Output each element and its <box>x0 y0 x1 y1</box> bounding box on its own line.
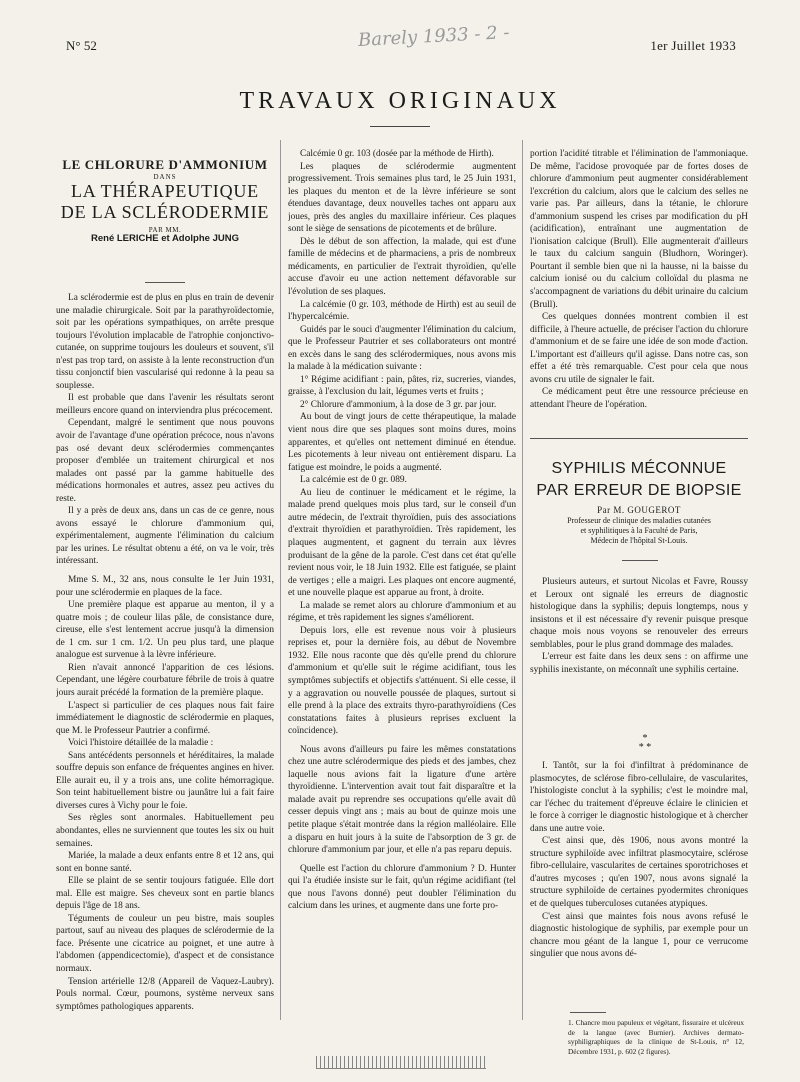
column-2 <box>288 148 516 1062</box>
paragraph: portion l'acidité titrable et l'élimination de l'ammoniaque. De même, l'acidose provoquée par de fortes doses de chlorure d'ammonium peut augmenter considérablement l'excrétion du calcium, alors que le calcium des selles ne varie pas. Par ailleurs, dans la tétanie, le chlorure d'ammonium suspend les crises par modification du pH (acidification), entraînant une augmentation de l'ionisation calcique (Brull). Elle augmenterait d'ailleurs le taux du calcium sanguin (Bludhorn, Woringer). Pourtant il semble bien que ni la hausse, ni la baisse du calcium ionisé ou du calcium colloïdal du plasma ne s'accompagnent de variations du débit urinaire du calcium (Brull). <box>530 149 748 310</box>
asterisks-pair: * * <box>638 742 652 753</box>
column-1 <box>56 292 274 1062</box>
section-title: TRAVAUX ORIGINAUX <box>239 88 561 114</box>
issue-number: N° 52 <box>66 38 97 53</box>
handwritten-annotation: Barely 1933 - 2 - <box>357 22 510 51</box>
paragraph: La calcémie (0 gr. 103, méthode de Hirth) est au seuil de l'hypercalcémie. <box>288 299 516 323</box>
article2-heading-rule <box>622 560 658 561</box>
paragraph: Ses règles sont anormales. Habituellement peu abondantes, elles ne surviennent que toutes les six ou huit semaines. <box>56 813 274 849</box>
paragraph: Calcémie 0 gr. 103 (dosée par la méthode de Hirth). <box>300 149 494 159</box>
paragraph: C'est ainsi que, dès 1906, nous avons montré la structure syphiloïde avec infiltrat plasmocytaire, sclérose fibro-cellulaire, vascularites de certaines sporotrichoses et d'autres mycoses ; qu'en 1907, nous avons signalé la structure syphiloïde de certaines pyodermites chroniques et de quelques tuberculoses cutanées atypiques. <box>530 836 748 910</box>
article2-title-line1: SYPHILIS MÉCONNUE <box>551 460 727 477</box>
scan-ruler-base <box>316 1068 486 1069</box>
column-divider-left <box>280 140 281 1020</box>
paragraph: Quelle est l'action du chlorure d'ammonium ? D. Hunter qui l'a étudiée insiste sur le fait, qu'un régime acidifiant (tel que nous l'avons donné) peut doubler l'élimination du calcium dans les urines, et augmente dans une forte pro- <box>288 863 516 912</box>
paragraph: Ces quelques données montrent combien il est difficile, à l'heure actuelle, de préciser l'action du chlorure d'ammonium et de se faire une idée de son mode d'action. L'important est d'ailleurs qu'il agisse. Dans notre cas, son effet a été très remarquable. C'est pour cela que nous avons cru utile de signaler le fait. <box>530 312 748 385</box>
paragraph: I. Tantôt, sur la foi d'infiltrat à prédominance de plasmocytes, de sclérose fibro-cellulaire, de vascularites, l'histologiste conclut à la syphilis; c'est le moindre mal, car l'échec du traitement d'épreuve éclaire le clinicien et le force à corriger le diagnostic histologique et à chercher dans une autre voie. <box>530 761 748 834</box>
article2-heading <box>530 458 748 546</box>
footnote-rule <box>570 1012 606 1013</box>
article2-affiliation-line1: Professeur de clinique des maladies cutanées <box>567 515 711 525</box>
paragraph: Voici l'histoire détaillée de la maladie : <box>68 738 214 749</box>
article1-par: PAR MM. <box>148 226 182 235</box>
column-3-intro <box>530 576 748 726</box>
article1-title-line2: LA THÉRAPEUTIQUE <box>71 180 259 201</box>
paragraph: Rien n'avait annoncé l'apparition de ces lésions. Cependant, une légère courbature fébrile de trois à quatre jours aurait précédé la formation de la première plaque. <box>56 662 274 698</box>
article1-heading-rule <box>145 282 185 283</box>
paragraph: Cependant, malgré le sentiment que nous pouvons avoir de l'avantage d'une opération précoce, nous n'avons pas osé devant deux sclérodermies commençantes proposer d'emblée un traitement chirurgical et nos malades ont passé par la gamme habituelle des médications hormonales et autres, assez peu actives du reste. <box>56 418 274 504</box>
article1-title-line3: DE LA SCLÉRODERMIE <box>60 201 270 222</box>
column-3-body <box>530 760 748 1010</box>
asterisk: * <box>642 733 648 744</box>
paragraph: Mariée, la malade a deux enfants entre 8 et 12 ans, qui sont en bonne santé. <box>56 851 274 874</box>
paragraph: La sclérodermie est de plus en plus en train de devenir une maladie chirurgicale. Soit par la parathyroïdectomie, soit par les opérations sympathiques, on arrête presque toujours l'évolution implacable de l'atrophie conjonctivo-cutanée, on supprime toujours les douleurs et souvent, s'il n'est pas trop tard, on assiste à la lente reconstruction d'un tissu conjonctif bien vascularisé qui redonne à la peau sa souplesse. <box>56 293 274 391</box>
article2-title-line2: PAR ERREUR DE BIOPSIE <box>536 481 742 499</box>
paragraph: Sans antécédents personnels et héréditaires, la malade souffre depuis son enfance de fréquentes angines en hiver. Elle aurait eu, il y a trois ans, une colite hémorragique. Son teint habituellement bistre ou jaunâtre lui a fait faire diverses cures à Vichy pour le foie. <box>56 750 274 811</box>
paragraph: Une première plaque est apparue au menton, il y a quatre mois ; de couleur lilas pâle, de consistance dure, cireuse, elle s'est lentement accrue jusqu'à la dimension de 1 cm. sur 1 cm. 1/2. Un peu plus tard, une plaque analogue est survenue à la lèvre inférieure. <box>56 600 274 661</box>
paragraph: Ce médicament peut être une ressource précieuse en attendant l'heure de l'opération. <box>530 387 748 410</box>
paragraph: Les plaques de sclérodermie augmentent progressivement. Trois semaines plus tard, le 25 Juin 1931, les plaques du menton et de la lèvre inférieure se sont étendues davantage, deux nouvelles taches ont apparu aux joues, près des angles du maxillaire inférieur. Ces plaques sont le siège de sensations de picotements et de brûlure. <box>288 161 516 235</box>
paragraph: Tension artérielle 12/8 (Appareil de Vaquez-Laubry). Pouls normal. Cœur, poumons, système nerveux sans symptômes pathologiques apparents. <box>56 976 274 1012</box>
paragraph: 1° Régime acidifiant : pain, pâtes, riz, sucreries, viandes, graisse, à l'exclusion du lait, légumes verts et fruits ; <box>288 374 516 398</box>
article1-heading <box>56 158 274 245</box>
issue-date: 1er Juillet 1933 <box>650 38 736 53</box>
article2-affiliation-line3: Médecin de l'hôpital St-Louis. <box>590 535 688 545</box>
paragraph: Il est probable que dans l'avenir les résultats seront meilleurs encore quand on interviendra plus précocement. <box>56 393 274 416</box>
paragraph: Elle se plaint de se sentir toujours fatiguée. Elle dort mal. Elle est maigre. Ses cheveux sont en partie blancs depuis l'âge de 18 ans. <box>56 876 274 912</box>
paragraph: Mme S. M., 32 ans, nous consulte le 1er Juin 1931, pour une sclérodermie en plaques de la face. <box>56 575 274 598</box>
paragraph: L'erreur est faite dans les deux sens : on affirme une syphilis inexistante, on méconnaît une syphilis certaine. <box>530 652 748 675</box>
paragraph: Il y a près de deux ans, dans un cas de ce genre, nous avons essayé le chlorure d'ammonium qui, expérimentalement, augmente l'élimination du calcium par les urines. Le résultat obtenu a été, on va le voir, très intéressant. <box>56 506 274 567</box>
paragraph: Au lieu de continuer le médicament et le régime, la malade prend quelques mois plus tard, sur le conseil d'un autre médecin, de l'extrait thyroïdien, puis des associations d'extrait thyroïdien et parathyroïdien. Très rapidement, les plaques augmentent, et gagnent du terrain aux lèvres produisant de la gêne de la parole. C'est dans cet état qu'elle revient nous voir, le 18 Juin 1932. Elle est fatiguée, se plaint de vertiges ; elle a maigri. Les plaques ont encore augmenté, et une nouvelle plaque est apparue au front, à droite. <box>288 487 516 599</box>
paragraph: C'est ainsi que maintes fois nous avons refusé le diagnostic histologique de syphilis, par exemple pour un chancre mou géant de la langue 1, pour ce verrucome singulier que nous avons dé- <box>530 911 748 960</box>
paragraph: Plusieurs auteurs, et surtout Nicolas et Favre, Roussy et Leroux ont signalé les erreurs de diagnostic histologique dans la syphilis; depuis longtemps, nous y insistons et il est nécessaire d'y revenir puisque presque chaque mois nous voyons se renouveler des erreurs semblables, pour le plus grand dommage des malades. <box>530 577 748 650</box>
article1-title-dans: DANS <box>153 172 177 181</box>
scan-ruler <box>316 1056 486 1068</box>
paragraph: La malade se remet alors au chlorure d'ammonium et au régime, et très rapidement les signes s'améliorent. <box>288 600 516 624</box>
paragraph: Dès le début de son affection, la malade, qui est d'une famille de médecins et de pharmaciens, a pris de nombreux médicaments, en particulier de l'extrait thyroïdien, qu'elle accuse d'avoir eu une action nettement défavorable sur l'évolution de ses plaques. <box>288 236 516 298</box>
paragraph: Nous avons d'ailleurs pu faire les mêmes constatations chez une autre sclérodermique des pieds et des jambes, chez laquelle nous avions fait la ligature d'une artère thyroïdienne. L'intervention avait tout fait disparaître et la malade avait pu reprendre ses occupations qu'elle avait dû cesser depuis vingt ans ; mais au bout de quinze mois une petite plaque s'était montrée dans la région malléolaire. Elle a disparu en huit jours à la suite de l'absorption de 3 gr. de chlorure d'ammonium par jour, et elle n'a pas reparu depuis. <box>288 744 516 856</box>
title-underline <box>370 126 430 127</box>
article-separator <box>530 438 748 439</box>
article2-affiliation-line2: et syphilitiques à la Faculté de Paris, <box>580 525 698 535</box>
paragraph: 2° Chlorure d'ammonium, à la dose de 3 gr. par jour. <box>300 399 497 410</box>
article1-authors: René LERICHE et Adolphe JUNG <box>91 233 239 245</box>
column-3-continuation <box>530 148 748 430</box>
paragraph: Guidés par le souci d'augmenter l'élimination du calcium, que le Professeur Pautrier et ses collaborateurs ont montré en excès dans le sang des sclérodermiques, nous avons mis la malade à la médication suivante : <box>288 324 516 373</box>
column-divider-right <box>522 140 523 1020</box>
article2-author: Par M. GOUGEROT <box>597 505 681 516</box>
paragraph: Au bout de vingt jours de cette thérapeutique, la malade vient nous dire que ses plaques sont moins dures, moins apparentes, et qu'elles ont nettement diminué en étendue. Les picotements à leur niveau ont entièrement disparu. La fatigue est moindre, le poids a augmenté. <box>288 412 516 473</box>
paragraph: La calcémie est de 0 gr. 089. <box>300 475 407 486</box>
paragraph: Depuis lors, elle est revenue nous voir à plusieurs reprises et, pour la dernière fois, au début de Novembre 1932. Elle nous raconte que dès qu'elle prend du chlorure d'ammonium et qu'elle suit le régime acidifiant, tous les symptômes subjectifs et objectifs s'atténuent. Si elle cesse, il y a aggravation ou nouvelle poussée de plaques, surtout si elle prend à la place des extraits thyro-parathyroïdiens (Ces constatations faites à plusieurs reprises excluent la coïncidence). <box>288 625 516 737</box>
article1-title-line1: LE CHLORURE D'AMMONIUM <box>62 157 268 172</box>
paragraph: Téguments de couleur un peu bistre, mais souples partout, sauf au niveau des plaques de sclérodermie de la face. Présente une cicatrice au poignet, et une autre à l'abdomen (appendicectomie), d'aspect et de consistance normaux. <box>56 913 274 974</box>
footnote: 1. Chancre mou papuleux et végétant, fissuraire et ulcéreux de la langue (avec Burnier). Archives dermato-syphiligraphiques de la clinique de St-Louis, n° 12, Décembre 1931, p. 602 (2 figures). <box>568 1018 744 1056</box>
paragraph: L'aspect si particulier de ces plaques nous fait faire immédiatement le diagnostic de sclérodermie en plaques, que M. le Professeur Pautrier a confirmé. <box>56 700 274 736</box>
section-asterisks <box>630 734 660 752</box>
